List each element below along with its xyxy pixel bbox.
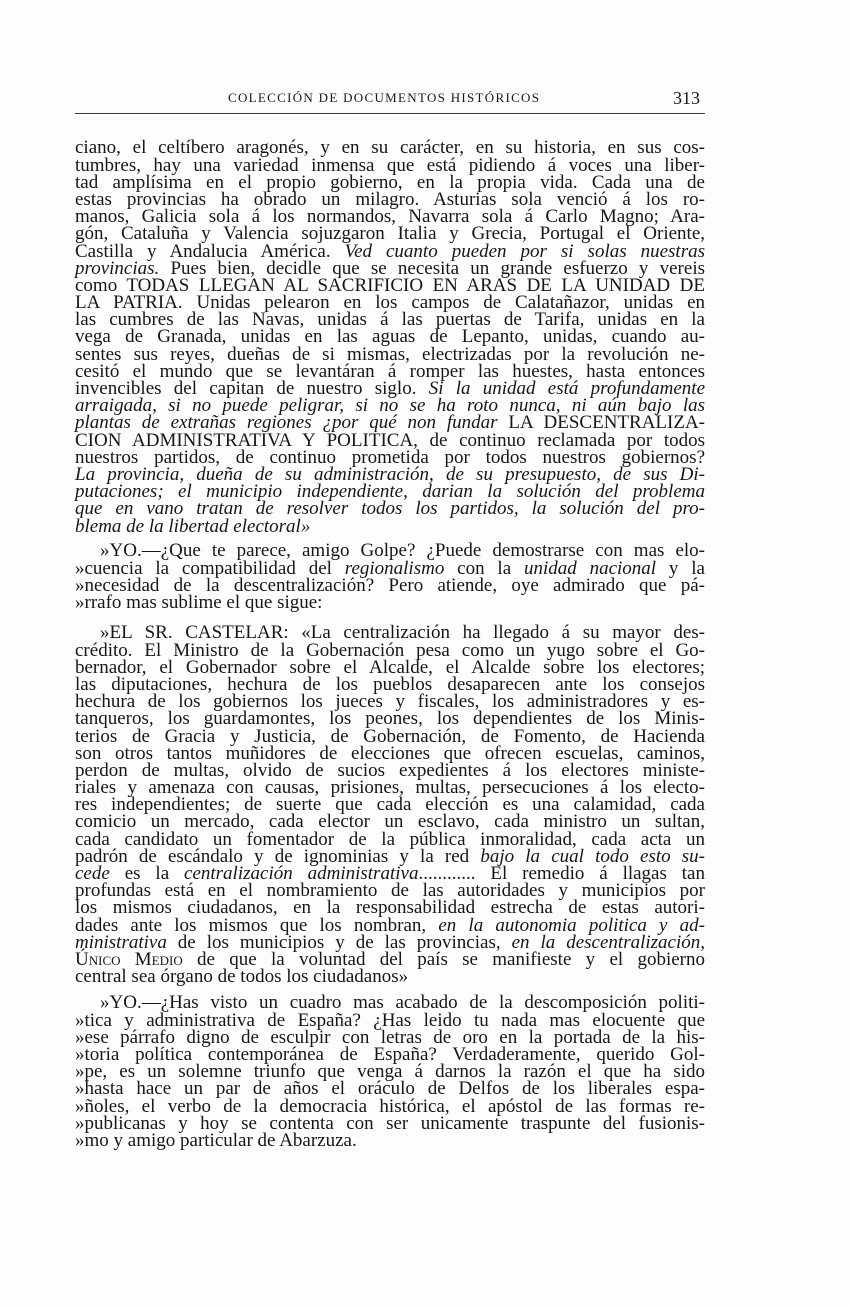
text-segment: estas provincias ha obrado un milagro. Asturias sola venció á los ro-: [75, 188, 705, 210]
text-segment: »YO.—¿Que te parece, amigo Golpe? ¿Puede demostrarse con mas elo-: [100, 540, 705, 562]
text-segment: las diputaciones, hechura de los pueblos desaparecen ante los consejos: [75, 673, 705, 695]
text-segment: LA PATRIA. Unidas pelearon en los campos de Calatañazor, unidas en: [75, 292, 705, 314]
italic-text-segment: ministrativa: [75, 931, 167, 953]
italic-text-segment: en la autonomia politica y ad-: [438, 914, 705, 936]
italic-text-segment: bajo la cual todo esto su-: [480, 845, 705, 867]
text-segment: hechura de los gobiernos los jueces y fiscales, los administradores y es-: [75, 691, 705, 713]
italic-text-segment: cede: [75, 863, 110, 885]
text-segment: »ñoles, el verbo de la democracia histórica, el apóstol de las formas re-: [75, 1095, 705, 1117]
text-line: [75, 966, 705, 988]
text-segment: tumbres, hay una variedad inmensa que está pidiendo á voces una liber-: [75, 154, 705, 176]
italic-text-segment: regionalismo: [344, 557, 445, 579]
text-segment: nuestros partidos, de continuo prometida por todos nuestros gobiernos?: [75, 446, 705, 468]
text-line: [75, 515, 705, 537]
header-rule: [75, 113, 705, 114]
text-segment: gón, Cataluña y Valencia sojuzgaron Italia y Grecia, Portugal el Oriente,: [75, 223, 705, 245]
italic-text-segment: centralización administrativa: [184, 863, 419, 885]
small-caps-text-segment: Único Medio: [75, 948, 183, 970]
italic-text-segment: plantas de extrañas regiones ¿por qué non fundar: [75, 412, 498, 434]
text-segment: crédito. El Ministro de la Gobernación pesa como un yugo sobre el Go-: [75, 639, 705, 661]
text-segment: »EL SR. CASTELAR: «La centralización ha llegado á su mayor des-: [100, 622, 705, 644]
text-segment: »cuencia la compatibilidad del: [75, 557, 345, 579]
text-segment: comicio un mercado, cada elector un esclavo, cada ministro un sultan,: [75, 811, 705, 833]
text-segment: »toria política contemporánea de España? Verdaderamente, querido Gol-: [75, 1043, 705, 1065]
text-segment: perdon de multas, olvido de sucios expedientes á los electores ministe-: [75, 759, 705, 781]
text-segment: tad amplísima en el propio gobierno, en la propia vida. Cada una de: [75, 171, 705, 193]
italic-text-segment: provincias.: [75, 257, 160, 279]
text-segment: Pues bien, decidle que se necesita un grande esfuerzo y vereis: [159, 257, 705, 279]
text-segment: profundas está en el nombramiento de las autoridades y municipios por: [75, 880, 705, 902]
text-segment: manos, Galicia sola á los normandos, Navarra sola á Carlo Magno; Ara-: [75, 206, 705, 228]
text-segment: invencibles del capitan de nuestro siglo.: [75, 378, 429, 400]
text-segment: »rrafo mas sublime el que sigue:: [75, 591, 323, 613]
italic-text-segment: en la descentralización,: [511, 931, 706, 953]
text-segment: »necesidad de la descentralización? Pero atiende, oye admirado que pá-: [75, 574, 705, 596]
paragraph: [75, 542, 705, 611]
text-segment: dades ante los mismos que los nombran,: [75, 914, 439, 936]
text-segment: las cumbres de las Navas, unidas á las puertas de Tarifa, unidas en la: [75, 309, 705, 331]
text-segment: padrón de escándalo y de ignominias y la red: [75, 845, 481, 867]
italic-text-segment: unidad nacional: [523, 557, 657, 579]
text-line: [75, 591, 705, 613]
italic-text-segment: que en vano tratan de resolver todos los partidos, la solución del pro-: [75, 498, 705, 520]
text-segment: de los municipios y de las provincias,: [166, 931, 512, 953]
text-segment: ............ El remedio á llagas tan: [418, 863, 705, 885]
italic-text-segment: putaciones; el municipio independiente, darian la solución del problema: [75, 481, 705, 503]
italic-text-segment: blema de la libertad electoral»: [75, 515, 311, 537]
paragraph: [75, 622, 706, 988]
text-segment: riales y amenaza con causas, prisiones, multas, persecuciones á los electo-: [75, 777, 705, 799]
text-segment: »tica y administrativa de España? ¿Has leido tu nada mas elocuente que: [75, 1009, 705, 1031]
paragraph: [75, 994, 705, 1149]
text-segment: central sea órgano de todos los ciudadanos»: [75, 966, 409, 988]
text-line: [75, 1129, 705, 1151]
text-segment: bernador, el Gobernador sobre el Alcalde, el Alcalde sobre los electores;: [75, 656, 705, 678]
text-segment: tanqueros, los guardamontes, los peones, los dependientes de los Minis-: [75, 708, 705, 730]
text-segment: con la: [444, 557, 524, 579]
text-segment: cada candidato un fomentador de la pública inmoralidad, cada acta un: [75, 828, 705, 850]
text-segment: CION ADMINISTRATIVA Y POLITICA, de continuo reclamada por todos: [75, 429, 705, 451]
running-head-title: COLECCIÓN DE DOCUMENTOS HISTÓRICOS: [228, 90, 541, 105]
paragraph: [75, 137, 705, 537]
text-segment: son otros tantos muñidores de elecciones que ofrecen escuelas, caminos,: [75, 742, 705, 764]
text-segment: »mo y amigo particular de Abarzuza.: [75, 1129, 357, 1151]
text-segment: res independientes; de suerte que cada elección es una calamidad, cada: [75, 794, 705, 816]
text-segment: Castilla y Andalucia América.: [75, 240, 345, 262]
text-segment: y la: [656, 557, 705, 579]
text-segment: los mismos ciudadanos, en la responsabilidad estrecha de estas autori-: [75, 897, 705, 919]
italic-text-segment: Ved cuanto pueden por si solas nuestras: [344, 240, 705, 262]
text-segment: como TODAS LLEGAN AL SACRIFICIO EN ARAS DE LA UNIDAD DE: [75, 274, 705, 296]
italic-text-segment: arraigada, si no puede peligrar, si no se ha roto nunca, ni aún bajo las: [75, 395, 705, 417]
text-segment: »ese párrafo digno de esculpir con letras de oro en la portada de la his-: [75, 1026, 705, 1048]
text-segment: es la: [109, 863, 185, 885]
text-segment: terios de Gracia y Justicia, de Gobernación, de Fomento, de Hacienda: [75, 725, 705, 747]
text-segment: de que la voluntad del país se manifieste y el gobierno: [182, 948, 705, 970]
text-segment: »publicanas y hoy se contenta con ser unicamente traspunte del fusionis-: [75, 1112, 705, 1134]
italic-text-segment: La provincia, dueña de su administración, de su presupuesto, de sus Di-: [75, 463, 705, 485]
page-number: 313: [673, 88, 700, 108]
text-segment: sentes sus reyes, dueñas de si mismas, electrizadas por la revolución ne-: [75, 343, 705, 365]
text-segment: vega de Granada, unidas en las aguas de Lepanto, unidas, cuando au-: [75, 326, 705, 348]
text-segment: »hasta hace un par de años el oráculo de Delfos de los liberales espa-: [75, 1078, 705, 1100]
italic-text-segment: Si la unidad está profundamente: [428, 378, 705, 400]
text-segment: ciano, el celtíbero aragonés, y en su carácter, en su historia, en sus cos-: [75, 137, 705, 159]
text-segment: »pe, es un solemne triunfo que venga á darnos la razón el que ha sido: [75, 1061, 705, 1083]
text-segment: »YO.—¿Has visto un cuadro mas acabado de la descomposición politi-: [100, 992, 705, 1014]
text-segment: LA DESCENTRALIZA-: [497, 412, 705, 434]
text-segment: cesitó el mundo que se levantáran á romper las huestes, hasta entonces: [75, 360, 705, 382]
